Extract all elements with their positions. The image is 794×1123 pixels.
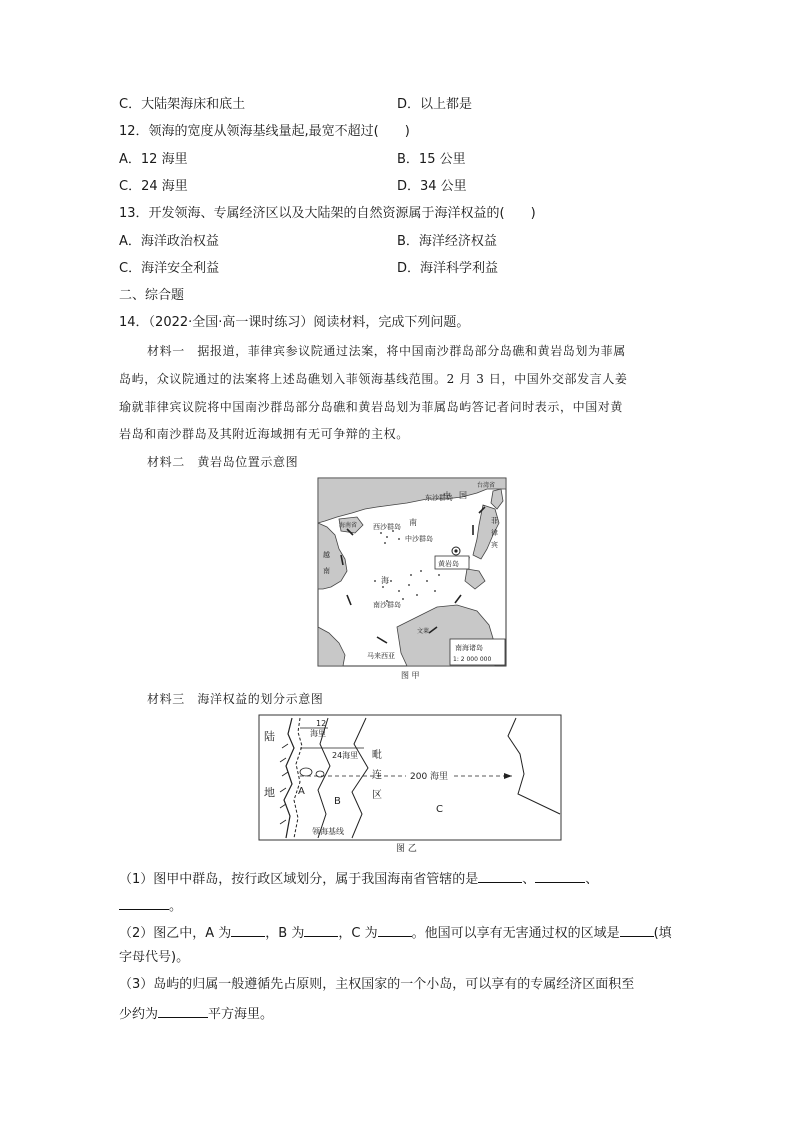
q13-option-a: A．海洋政治权益 (119, 234, 219, 249)
q13-option-b: B．海洋经济权益 (397, 234, 497, 249)
q13-option-c: C．海洋安全利益 (119, 261, 220, 276)
label-qu: 区 (372, 790, 382, 801)
label-wenlai: 文莱 (417, 628, 430, 635)
label-nan: 南 (409, 518, 417, 527)
answer-blank[interactable] (478, 868, 522, 883)
label-pi: 毗 (372, 750, 382, 761)
material1-line: 瑜就菲律宾议院将中国南沙群岛部分岛礁和黄岩岛划为菲属岛屿答记者问时表示，中国对黄 (119, 400, 624, 414)
q11-option-c: C．大陆架海床和底土 (119, 97, 246, 112)
material2-title: 材料二 黄岩岛位置示意图 (147, 455, 299, 469)
label-24nm: 24海里 (332, 751, 359, 760)
inset-scale: 1: 2 000 000 (453, 656, 492, 663)
q13-stem: 13．开发领海、专属经济区以及大陆架的自然资源属于海洋权益的( ) (119, 206, 536, 221)
label-a: A (298, 786, 305, 797)
material3-title: 材料三 海洋权益的划分示意图 (147, 692, 324, 706)
q13-option-d: D．海洋科学利益 (397, 261, 499, 276)
p3-text: 少约为 (119, 1007, 159, 1022)
sub-question-2-cont: 字母代号)。 (119, 950, 190, 965)
p2-text: 。他国可以享有无害通过权的区域是 (411, 926, 620, 941)
p2-text: ，B 为 (265, 926, 305, 941)
caption-yi: 图 乙 (396, 844, 417, 854)
p2-text: ，C 为 (338, 926, 378, 941)
label-phil-1: 菲 (491, 517, 498, 525)
label-baseline: 领海基线 (312, 827, 344, 836)
p3-text: 平方海里。 (208, 1007, 274, 1022)
label-lu: 陆 (264, 730, 275, 743)
label-xisha: 西沙群岛 (373, 523, 401, 531)
label-taiwan: 台湾省 (477, 482, 496, 489)
q14-stem: 14．（2022·全国·高一课时练习）阅读材料，完成下列问题。 (119, 315, 470, 330)
q12-stem: 12．领海的宽度从领海基线量起,最宽不超过( ) (119, 124, 410, 139)
map-huangyan (317, 477, 507, 683)
label-b: B (334, 796, 341, 807)
q12-option-a: A．12 海里 (119, 152, 188, 167)
label-c: C (436, 804, 443, 815)
label-china: 中 国 (443, 491, 467, 500)
label-zhongsha: 中沙群岛 (405, 535, 433, 543)
diagram-maritime-zones (258, 714, 562, 854)
label-nansha: 南沙群岛 (373, 601, 401, 609)
sub-question-1-cont (119, 895, 182, 916)
label-dongsha: 东沙群岛 (425, 494, 453, 502)
q12-option-c: C．24 海里 (119, 179, 188, 194)
q11-option-d: D．以上都是 (397, 97, 473, 112)
p1-text: （1）图甲中群岛，按行政区域划分，属于我国海南省管辖的是 (119, 872, 479, 887)
answer-blank[interactable] (231, 922, 265, 937)
material1-line: 岩岛和南沙群岛及其附近海域拥有无可争辩的主权。 (119, 427, 409, 441)
label-huangyan: 黄岩岛 (438, 560, 459, 568)
label-phil-2: 律 (491, 529, 498, 537)
label-200nm: 200 海里 (410, 772, 449, 782)
label-di: 地 (264, 786, 275, 799)
q12-option-d: D．34 公里 (397, 179, 467, 194)
label-phil-3: 宾 (491, 541, 498, 549)
answer-blank[interactable] (304, 922, 338, 937)
inset-title: 南海诸岛 (455, 644, 483, 652)
p1-sep: 、 (585, 872, 599, 887)
answer-blank[interactable] (158, 1003, 208, 1018)
p2-text: （2）图乙中，A 为 (119, 926, 232, 941)
p1-end: 。 (169, 899, 183, 914)
label-nan2: 南 (323, 567, 330, 575)
caption-jia: 图 甲 (401, 671, 420, 680)
sub-question-1 (119, 868, 598, 889)
sub-question-3-cont (119, 1003, 273, 1024)
label-malaysia: 马来西亚 (367, 652, 395, 660)
material1-line: 岛屿，众议院通过的法案将上述岛礁划入菲领海基线范围。2 月 3 日，中国外交部发言人姜 (119, 372, 628, 386)
section-heading: 二、综合题 (119, 288, 185, 303)
answer-blank[interactable] (378, 922, 412, 937)
p1-sep: 、 (522, 872, 536, 887)
label-hainan: 海南省 (339, 522, 358, 529)
label-12: 12 (316, 719, 327, 728)
answer-blank[interactable] (620, 922, 654, 937)
sub-question-3: （3）岛屿的归属一般遵循先占原则，主权国家的一个小岛，可以享有的专属经济区面积至 (119, 977, 635, 992)
label-nm: 海里 (310, 729, 326, 738)
label-lian: 连 (372, 770, 382, 781)
label-yue: 越 (323, 551, 330, 559)
answer-blank[interactable] (535, 868, 585, 883)
p2-text: (填 (653, 926, 672, 941)
sub-question-2 (119, 922, 672, 943)
label-hai: 海 (381, 576, 389, 585)
answer-blank[interactable] (119, 895, 169, 910)
q12-option-b: B．15 公里 (397, 152, 466, 167)
material1-line: 材料一 据报道，菲律宾参议院通过法案，将中国南沙群岛部分岛礁和黄岩岛划为菲属 (147, 344, 626, 358)
